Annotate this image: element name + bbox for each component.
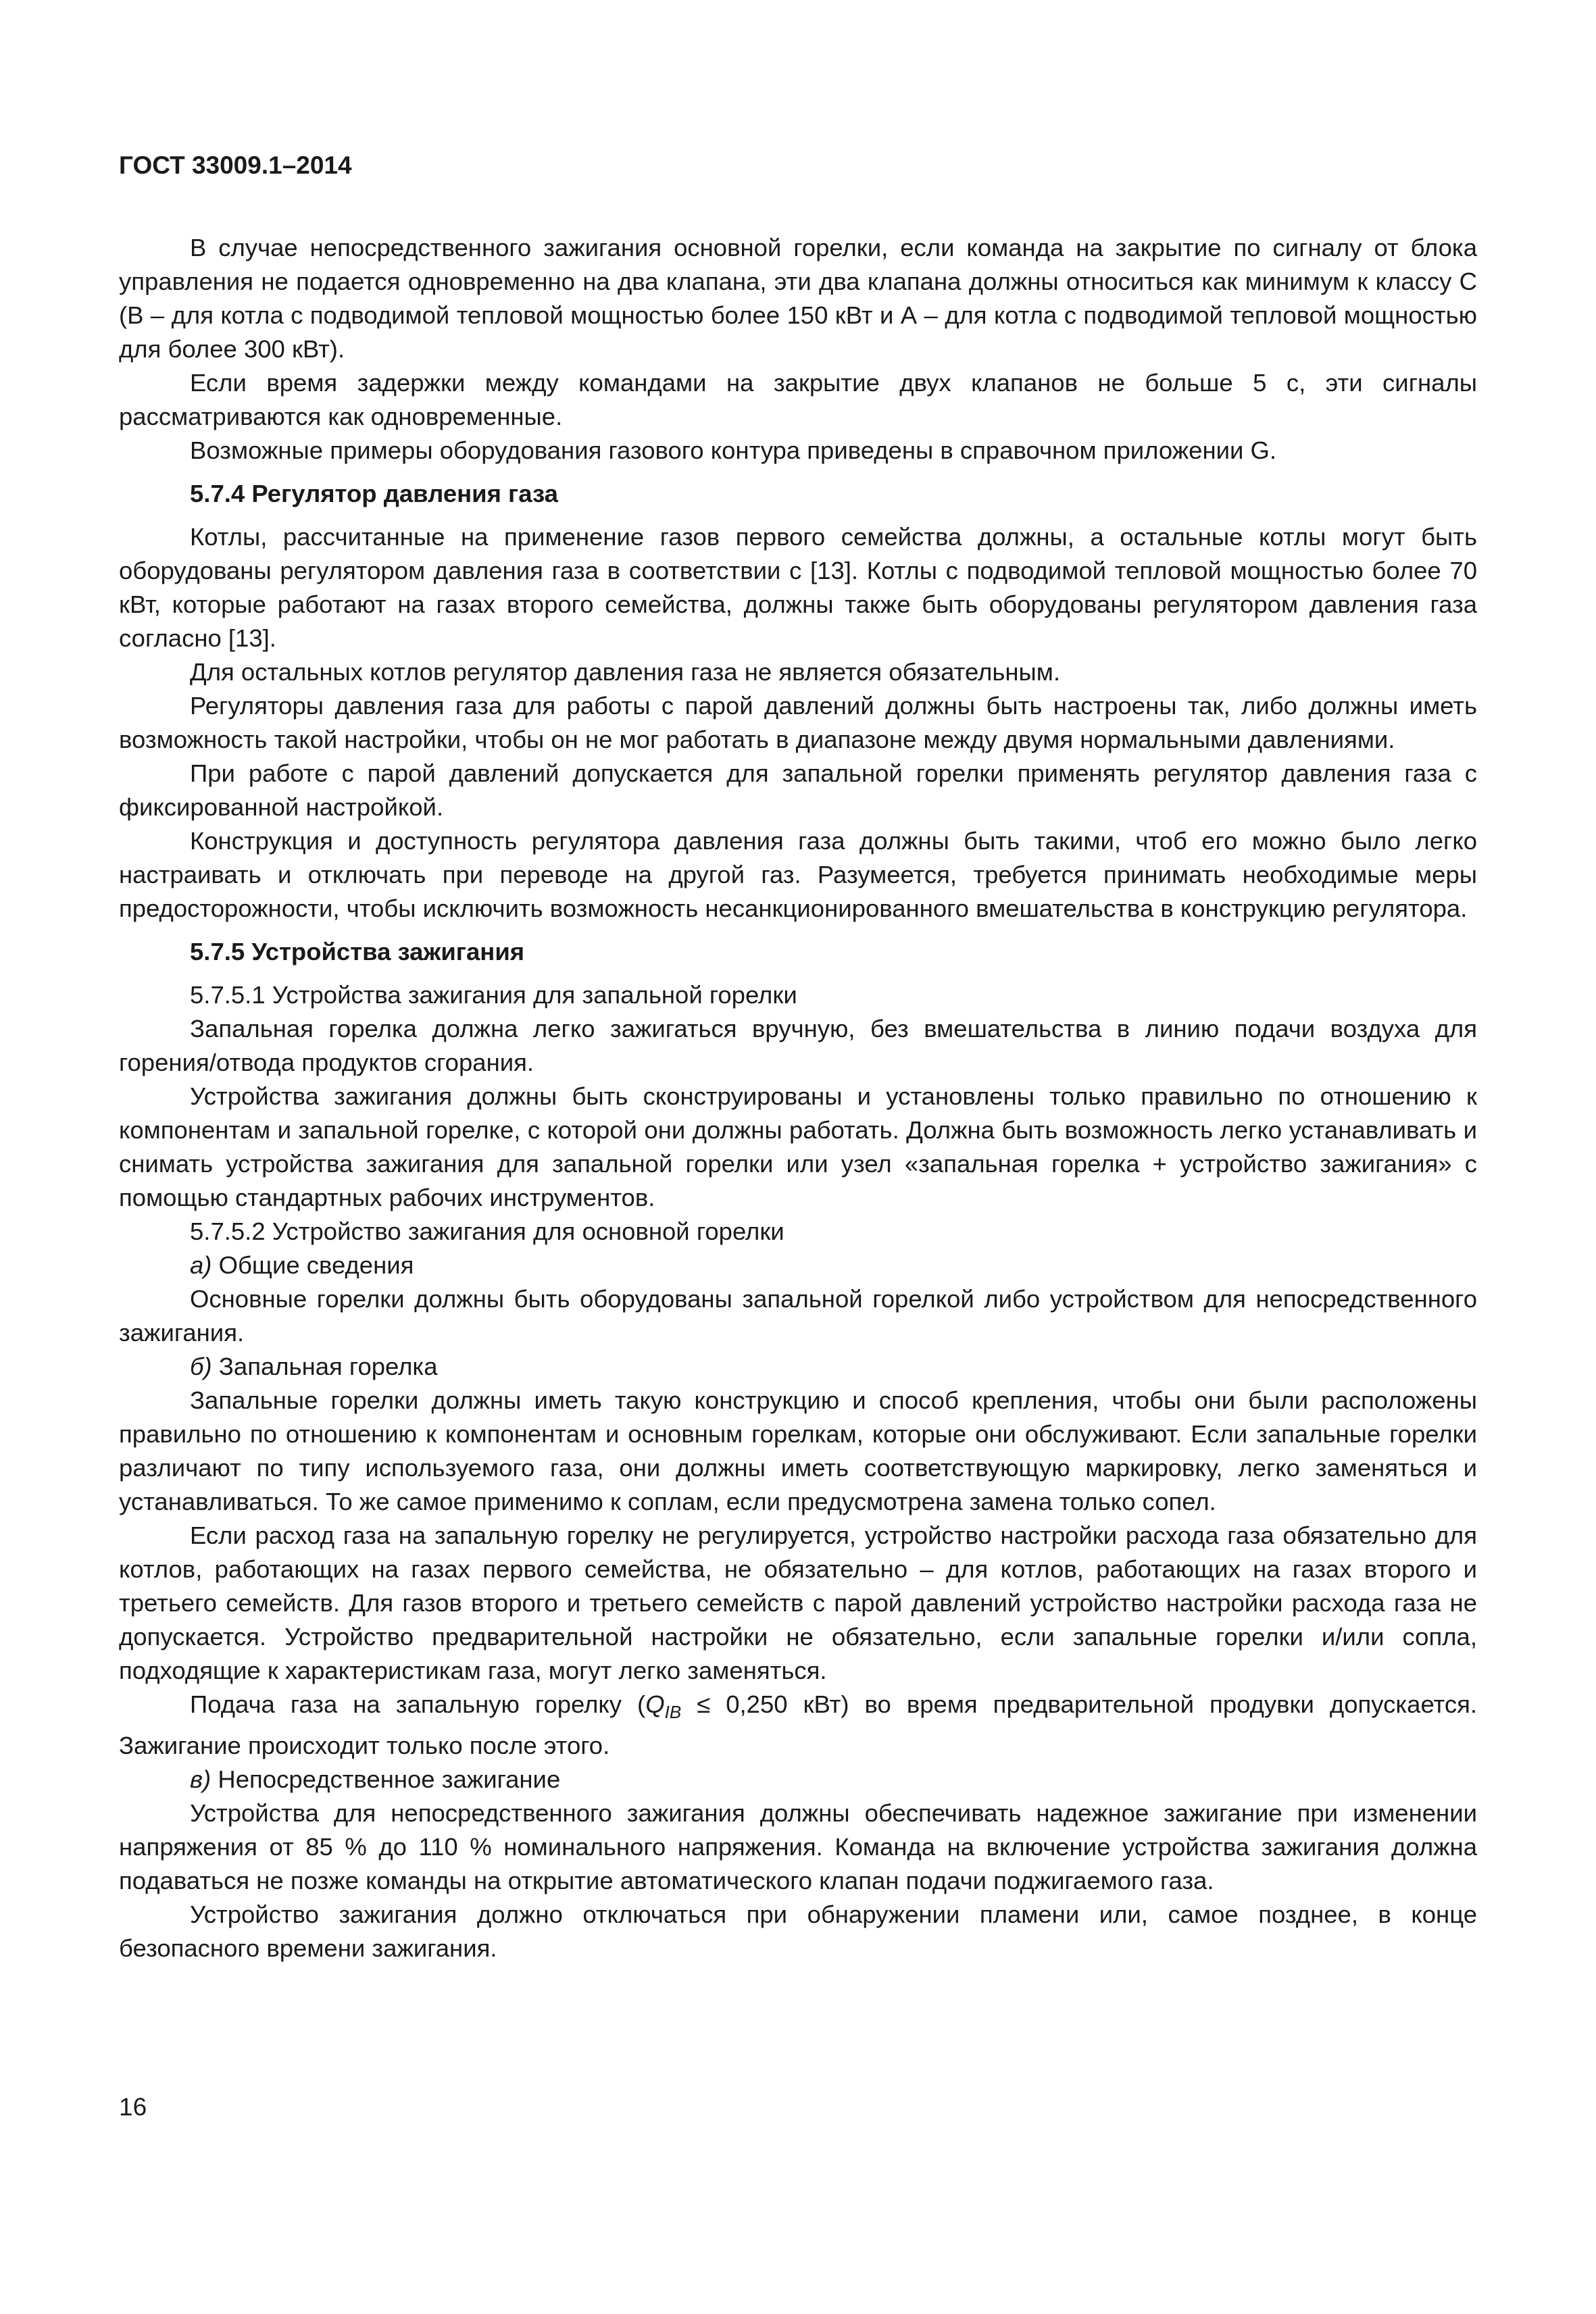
paragraph: Устройства зажигания должны быть сконструированы и установлены только правильно по отношению к компонентам и запальной горелке, с которой они должны работать. Должна быть возможность легко устанавливать и снимать устройства зажигания для запальной горелки или узел «запальная горелка + устройство зажигания» с помощью стандартных рабочих инструментов.	[119, 1082, 1477, 1211]
paragraph: Устройства для непосредственного зажигания должны обеспечивать надежное зажигание при изменении напряжения от 85 % до 110 % номинального напряжения. Команда на включение устройства зажигания должна подаваться не позже команды на открытие автоматического клапан подачи поджигаемого газа.	[119, 1799, 1477, 1894]
paragraph: Конструкция и доступность регулятора давления газа должны быть такими, чтоб его можно было легко настраивать и отключать при переводе на другой газ. Разумеется, требуется принимать необходимые меры предосторожности, чтобы исключить возможность несанкционированного вмешательства в конструкцию регулятора.	[119, 827, 1477, 922]
paragraph: Возможные примеры оборудования газового контура приведены в справочном приложении G.	[190, 436, 1277, 464]
list-item-a	[119, 1249, 1477, 1282]
document-code-header: ГОСТ 33009.1–2014	[119, 151, 352, 179]
item-title: Непосредственное зажигание	[218, 1765, 561, 1793]
paragraph: Для остальных котлов регулятор давления газа не является обязательным.	[190, 658, 1061, 686]
section-heading-5-7-5: 5.7.5 Устройства зажигания	[190, 938, 525, 965]
item-title: Запальная горелка	[218, 1353, 438, 1380]
document-body	[119, 231, 1477, 1965]
list-item-b	[119, 1350, 1477, 1384]
subsection-title-5-7-5-2: 5.7.5.2 Устройство зажигания для основной горелки	[190, 1217, 784, 1245]
paragraph: В случае непосредственного зажигания основной горелки, если команда на закрытие по сигналу от блока управления не подается одновременно на два клапана, эти два клапана должны относиться как минимум к классу С (В – для котла с подводимой тепловой мощностью более 150 кВт и А – для котла с подводимой тепловой мощностью для более 300 кВт).	[119, 234, 1477, 363]
paragraph: При работе с парой давлений допускается для запальной горелки применять регулятор давления газа с фиксированной настройкой.	[119, 759, 1477, 821]
subsection-title-5-7-5-1: 5.7.5.1 Устройства зажигания для запальной горелки	[190, 981, 797, 1009]
paragraph: Если расход газа на запальную горелку не регулируется, устройство настройки расхода газа обязательно для котлов, работающих на газах первого семейства, не обязательно – для котлов, работающих на газах второго и третьего семейств. Для газов второго и третьего семейств с парой давлений устройство настройки расхода газа не допускается. Устройство предварительной настройки не обязательно, если запальные горелки и/или сопла, подходящие к характеристикам газа, могут легко заменяться.	[119, 1521, 1477, 1684]
list-item-v	[119, 1763, 1477, 1796]
paragraph: Основные горелки должны быть оборудованы запальной горелкой либо устройством для непосредственного зажигания.	[119, 1285, 1477, 1347]
variable-subscript: IB	[664, 1702, 682, 1722]
item-letter: в)	[190, 1765, 211, 1793]
item-letter: б)	[190, 1353, 212, 1380]
paragraph	[119, 1688, 1477, 1763]
item-letter: а)	[190, 1251, 212, 1279]
paragraph: Запальная горелка должна легко зажигаться вручную, без вмешательства в линию подачи воздуха для горения/отвода продуктов сгорания.	[119, 1015, 1477, 1076]
paragraph: Котлы, рассчитанные на применение газов первого семейства должны, а остальные котлы могут быть оборудованы регулятором давления газа в соответствии с [13]. Котлы с подводимой тепловой мощностью более 70 кВт, которые работают на газах второго семейства, должны также быть оборудованы регулятором давления газа согласно [13].	[119, 523, 1477, 652]
item-title: Общие сведения	[218, 1251, 414, 1279]
variable-q: Q	[645, 1690, 665, 1718]
text-run: Подача газа на запальную горелку (	[190, 1690, 646, 1718]
text-run: ≤ 0,250 кВт) во время предварительной продувки допускается. Зажигание происходит только после этого.	[119, 1690, 1477, 1759]
paragraph: Запальные горелки должны иметь такую конструкцию и способ крепления, чтобы они были расположены правильно по отношению к компонентам и основным горелкам, которые они обслуживают. Если запальные горелки различают по типу используемого газа, они должны иметь соответствующую маркировку, легко заменяться и устанавливаться. То же самое применимо к соплам, если предусмотрена замена только сопел.	[119, 1386, 1477, 1515]
paragraph: Регуляторы давления газа для работы с парой давлений должны быть настроены так, либо должны иметь возможность такой настройки, чтобы он не мог работать в диапазоне между двумя нормальными давлениями.	[119, 692, 1477, 753]
paragraph: Если время задержки между командами на закрытие двух клапанов не больше 5 с, эти сигналы рассматриваются как одновременные.	[119, 369, 1477, 430]
section-heading-5-7-4: 5.7.4 Регулятор давления газа	[190, 480, 558, 507]
page-number: 16	[119, 2093, 147, 2121]
paragraph: Устройство зажигания должно отключаться при обнаружении пламени или, самое позднее, в конце безопасного времени зажигания.	[119, 1901, 1477, 1962]
